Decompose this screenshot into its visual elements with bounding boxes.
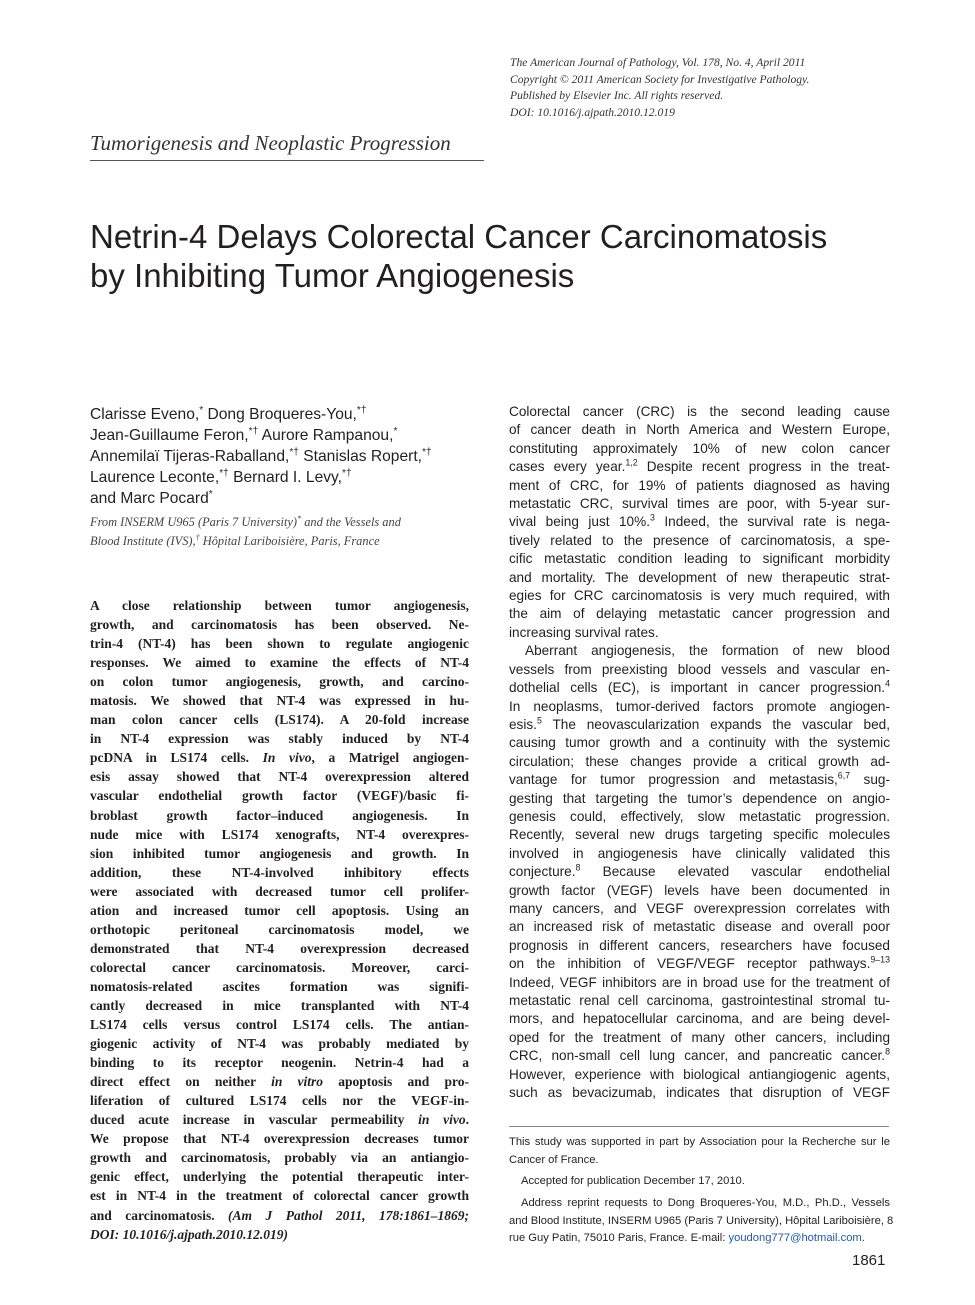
abstract-line — [90, 996, 469, 1015]
body-line — [509, 532, 890, 550]
abstract-line — [90, 1072, 469, 1091]
reprint-address-line: Address reprint requests to Dong Broqueres-You, M.D., Ph.D., Vessels — [521, 1197, 890, 1210]
text-run: mors, and hepatocellular carcinoma, and are being devel- — [509, 1011, 890, 1027]
text-run: Despite recent progress in the treat- — [637, 459, 890, 475]
affiliation-marker: 3 — [649, 512, 655, 523]
body-line — [509, 661, 890, 679]
italic-run: In vivo — [262, 750, 312, 766]
affiliation-marker: * — [297, 513, 302, 523]
copyright-line: Copyright © 2011 American Society for Investigative Pathology. — [510, 72, 810, 86]
text-run: vantage for tumor progression and metastasis, — [509, 772, 838, 788]
body-line — [509, 771, 890, 789]
abstract-line — [90, 634, 469, 653]
text-run: nude mice with LS174 xenografts, NT-4 overexpres- — [90, 826, 469, 842]
author-line — [90, 446, 480, 467]
text-run: metastatic CRC, survival times are poor, with 5-year sur- — [509, 496, 890, 512]
body-line — [509, 882, 890, 900]
affiliation-line — [90, 513, 470, 532]
text-run: duced acute increase in vascular permeability — [90, 1112, 419, 1128]
reprint-address-line — [509, 1230, 890, 1248]
text-run: cantly decreased in mice transplanted with NT-4 — [90, 997, 469, 1013]
body-line — [509, 642, 890, 660]
abstract-line — [90, 1110, 469, 1129]
italic-run: (Am J Pathol 2011, 178:1861–1869; — [228, 1207, 469, 1223]
text-run: ation and increased tumor cell apoptosis. Using an — [90, 902, 469, 918]
text-run: Recently, several new drugs targeting specific molecules — [509, 827, 890, 843]
body-line — [509, 495, 890, 513]
body-line — [509, 900, 890, 918]
text-run: metastatic renal cell carcinoma, gastrointestinal stromal tu- — [509, 993, 890, 1008]
footnote-divider — [509, 1126, 889, 1127]
text-run: increasing survival rates. — [509, 624, 659, 640]
abstract-line — [90, 691, 469, 710]
text-run: A close relationship between tumor angiogenesis, — [90, 598, 469, 613]
text-run: est in NT-4 in the treatment of colorectal cancer growth — [90, 1188, 469, 1204]
abstract-line — [90, 1053, 469, 1072]
author-list — [90, 404, 480, 509]
text-run: vascular endothelial growth factor (VEGF)/basic fi- — [90, 788, 469, 804]
text-run: Aberrant angiogenesis, the formation of new blood — [525, 643, 890, 659]
title-line: Netrin-4 Delays Colorectal Cancer Carcinomatosis — [90, 218, 828, 255]
text-run: of cancer death in North America and Western Europe, — [509, 422, 890, 438]
text-run: . — [465, 1112, 469, 1128]
text-run: man colon cancer cells (LS174). A 20-fold increase — [90, 712, 469, 728]
affiliation-marker: 1,2 — [625, 457, 638, 468]
abstract-line — [90, 1129, 469, 1148]
text-run: , a Matrigel angiogen- — [311, 750, 469, 766]
text-run: the aim of delaying metastatic cancer progression and — [509, 606, 890, 622]
text-run: sug- — [850, 772, 890, 788]
text-run: In neoplasms, tumor-derived factors promote angiogen- — [509, 698, 890, 714]
article-title — [90, 217, 890, 295]
body-line — [509, 1047, 890, 1065]
text-run: Indeed, VEGF inhibitors are in broad use for the treatment of — [509, 974, 890, 990]
text-run: liferation of cultured LS174 cells nor the VEGF-in- — [90, 1093, 469, 1109]
author-line — [90, 488, 480, 509]
text-run: vessels from preexisting blood vessels and vascular en- — [509, 661, 890, 677]
body-line — [509, 1066, 890, 1084]
text-run: egies for CRC carcinomatosis is very much required, with — [509, 588, 890, 604]
abstract-line — [90, 1167, 469, 1186]
text-run: Hôpital Lariboisière, Paris, France — [199, 534, 380, 548]
text-run: and Marc Pocard — [90, 490, 209, 507]
text-run: From INSERM U965 (Paris 7 University) — [90, 515, 298, 529]
affiliation-marker: * — [199, 404, 204, 416]
text-run: Laurence Leconte, — [90, 469, 220, 486]
text-run: apoptosis and pro- — [323, 1074, 470, 1090]
affiliation-marker: 4 — [885, 678, 890, 689]
affiliation-marker: *† — [219, 467, 229, 479]
text-run: direct effect on neither — [90, 1074, 272, 1090]
text-run: broblast growth factor–induced angiogenesis. In — [90, 807, 469, 823]
body-line — [509, 826, 890, 844]
page-number: 1861 — [852, 1252, 886, 1269]
author-line — [90, 467, 480, 488]
text-run: causing tumor growth and a continuity with the systemic — [509, 735, 890, 751]
abstract-line — [90, 729, 469, 748]
funding-footnote-line: Cancer of France. — [509, 1153, 599, 1166]
body-line — [509, 992, 890, 1010]
journal-citation-line: The American Journal of Pathology, Vol. 178, No. 4, April 2011 — [510, 56, 806, 69]
affiliation-marker: 8 — [575, 862, 581, 873]
body-line — [509, 513, 890, 531]
text-run: nomatosis-related ascites formation was signifi- — [90, 978, 469, 994]
affiliation-marker: *† — [422, 446, 432, 458]
affiliation-marker: 9–13 — [870, 954, 890, 965]
text-run: on the inhibition of VEGF/VEGF receptor pathways. — [509, 956, 871, 972]
body-line — [509, 624, 890, 642]
body-line — [509, 550, 890, 568]
section-heading: Tumorigenesis and Neoplastic Progression — [90, 131, 451, 155]
section-heading-underline — [90, 160, 484, 161]
body-line — [509, 679, 890, 697]
abstract-line — [90, 958, 469, 977]
text-run: trin-4 (NT-4) has been shown to regulate angiogenic — [90, 636, 469, 652]
text-run: circulation; these changes provide a critical growth ad- — [509, 753, 890, 769]
body-line — [509, 477, 890, 495]
body-line — [509, 458, 890, 476]
author-line — [90, 425, 480, 446]
text-run: involved in angiogenesis have clinically validated this — [509, 845, 890, 861]
text-run: growth, and carcinomatosis has been observed. Ne- — [90, 617, 469, 633]
text-run: Because elevated vascular endothelial — [580, 864, 890, 880]
abstract-line — [90, 767, 469, 786]
abstract-line — [90, 748, 469, 767]
text-run: Blood Institute (IVS), — [90, 534, 196, 548]
body-line — [509, 845, 890, 863]
text-run: growth and carcinomatosis, probably via an antiangio- — [90, 1150, 469, 1166]
text-run: LS174 cells versus control LS174 cells. The antian- — [90, 1017, 469, 1033]
doi-line: DOI: 10.1016/j.ajpath.2010.12.019 — [510, 105, 675, 119]
journal-citation-block — [510, 55, 890, 121]
abstract-line — [90, 1034, 469, 1053]
abstract-line — [90, 863, 469, 882]
affiliation-line — [90, 532, 470, 551]
text-run: were associated with decreased tumor cell prolifer- — [90, 883, 469, 899]
text-run: Jean-Guillaume Feron, — [90, 427, 249, 444]
abstract-line — [90, 882, 469, 901]
corresponding-email-link[interactable]: youdong777@hotmail.com — [728, 1232, 862, 1245]
affiliation-marker: * — [208, 488, 213, 500]
accepted-date: Accepted for publication December 17, 2010. — [521, 1175, 745, 1188]
abstract-line — [90, 806, 469, 825]
text-run: CRC, non-small cell lung cancer, and pancreatic cancer. — [509, 1048, 886, 1064]
abstract-line — [90, 1148, 469, 1167]
affiliation-marker: 8 — [885, 1046, 890, 1057]
text-run: prognosis in different cancers, researchers have focused — [509, 937, 890, 953]
text-run: Colorectal cancer (CRC) is the second leading cause — [509, 404, 890, 419]
body-line — [509, 605, 890, 623]
body-line — [509, 698, 890, 716]
body-line — [509, 937, 890, 955]
italic-run: in vitro — [271, 1074, 324, 1090]
text-run: binding to its receptor neogenin. Netrin-4 had a — [90, 1055, 469, 1071]
affiliation-marker: † — [195, 532, 200, 542]
title-line: by Inhibiting Tumor Angiogenesis — [90, 257, 575, 294]
abstract-line — [90, 1015, 469, 1034]
text-run: Stanislas Ropert, — [298, 448, 423, 465]
affiliation-marker: 5 — [536, 715, 542, 726]
body-line — [509, 863, 890, 881]
body-line — [509, 753, 890, 771]
abstract-line — [90, 1225, 469, 1244]
text-run: genesis could, effectively, slow metastatic progression. — [509, 808, 890, 824]
text-run: colorectal cancer carcinomatosis. Moreover, carci- — [90, 959, 469, 975]
text-run: addition, these NT-4-involved inhibitory effects — [90, 864, 469, 880]
text-run: an increased risk of metastatic disease and overall poor — [509, 919, 890, 935]
text-run: conjecture. — [509, 864, 576, 880]
affiliation-marker: *† — [356, 404, 367, 416]
text-run: on colon tumor angiogenesis, growth, and carcino- — [90, 674, 469, 690]
text-run: Annemilaï Tijeras-Raballand, — [90, 448, 290, 465]
text-run: Indeed, the survival rate is nega- — [654, 514, 890, 530]
author-line — [90, 404, 480, 425]
footnotes — [509, 1134, 894, 1248]
abstract-line — [90, 615, 469, 634]
text-run: Dong Broqueres-You, — [203, 406, 357, 423]
text-run: ment of CRC, for 19% of patients diagnosed as having — [509, 477, 890, 493]
text-run: pcDNA in LS174 cells. — [90, 750, 263, 766]
text-run: giogenic activity of NT-4 was probably mediated by — [90, 1036, 469, 1052]
body-line — [509, 790, 890, 808]
abstract — [90, 596, 469, 1244]
text-run: Aurore Rampanou, — [258, 427, 394, 444]
text-run: matosis. We showed that NT-4 was expressed in hu- — [90, 693, 469, 709]
affiliation-marker: *† — [342, 467, 352, 479]
text-run: Bernard I. Levy, — [228, 469, 343, 486]
text-run: responses. We aimed to examine the effects of NT-4 — [90, 655, 469, 671]
funding-footnote-line: This study was supported in part by Association pour la Recherche sur le — [509, 1136, 890, 1148]
introduction-text — [509, 403, 890, 1102]
body-line — [509, 974, 890, 992]
text-run: We propose that NT-4 overexpression decreases tumor — [90, 1131, 469, 1147]
text-run: esis assay showed that NT-4 overexpression altered — [90, 769, 469, 785]
italic-run: in vivo — [418, 1112, 466, 1128]
body-line — [509, 734, 890, 752]
abstract-line — [90, 653, 469, 672]
body-line — [509, 918, 890, 936]
text-run: cific metastatic condition leading to significant morbidity — [509, 551, 890, 567]
abstract-line — [90, 786, 469, 805]
text-run: many cancers, and VEGF overexpression correlates with — [509, 900, 890, 916]
text-run: sion inhibited tumor angiogenesis and growth. In — [90, 845, 469, 861]
affiliation-marker: *† — [289, 446, 299, 458]
text-run: and mortality. The development of new therapeutic strat- — [509, 569, 890, 585]
body-line — [509, 955, 890, 973]
text-run: Clarisse Eveno, — [90, 406, 200, 423]
italic-run: DOI: 10.1016/j.ajpath.2010.12.019) — [90, 1226, 289, 1242]
abstract-line — [90, 596, 469, 615]
body-line — [509, 716, 890, 734]
body-line — [509, 569, 890, 587]
abstract-line — [90, 825, 469, 844]
affiliation-marker: * — [393, 425, 398, 437]
text-run: dothelial cells (EC), is important in cancer progression. — [509, 680, 886, 696]
text-run: and carcinomatosis. — [90, 1207, 229, 1223]
affiliation — [90, 513, 470, 551]
abstract-line — [90, 1091, 469, 1110]
publisher-line: Published by Elsevier Inc. All rights reserved. — [510, 89, 724, 103]
text-run: orthotopic peritoneal carcinomatosis model, we — [90, 921, 469, 937]
affiliation-marker: 6,7 — [837, 770, 851, 781]
text-run: cases every year. — [509, 459, 626, 475]
body-line — [509, 1084, 890, 1102]
text-run: genic effect, underlying the potential therapeutic inter- — [90, 1169, 469, 1185]
text-run: in NT-4 expression was stably induced by NT-4 — [90, 731, 469, 747]
body-line — [509, 1029, 890, 1047]
text-run: gesting that targeting the tumor’s dependence on angio- — [509, 790, 890, 806]
text-run: such as bevacizumab, indicates that disruption of VEGF — [509, 1085, 890, 1101]
abstract-line — [90, 710, 469, 729]
abstract-line — [90, 977, 469, 996]
text-run: vival being just 10%. — [509, 514, 650, 530]
body-line — [509, 587, 890, 605]
abstract-line — [90, 939, 469, 958]
text-run: However, experience with biological antiangiogenic agents, — [509, 1066, 890, 1082]
text-run: esis. — [509, 716, 537, 732]
body-line — [509, 421, 890, 439]
abstract-line — [90, 844, 469, 863]
reprint-address-text: rue Guy Patin, 75010 Paris, France. E-mail: — [509, 1232, 729, 1245]
affiliation-marker: *† — [248, 425, 259, 437]
body-line — [509, 1010, 890, 1028]
abstract-line — [90, 920, 469, 939]
reprint-address-end: . — [861, 1232, 865, 1245]
reprint-address-line: and Blood Institute, INSERM U965 (Paris 7 University), Hôpital Lariboisière, 8 — [509, 1214, 894, 1227]
text-run: tively related to the presence of carcinomatosis, a spe- — [509, 532, 890, 548]
text-run: and the Vessels and — [301, 515, 401, 529]
body-line — [509, 808, 890, 826]
text-run: oped for the treatment of many other cancers, including — [509, 1029, 890, 1045]
text-run: constituting approximately 10% of new colon cancer — [509, 440, 890, 456]
abstract-line — [90, 1186, 469, 1205]
body-line — [509, 403, 890, 421]
abstract-line — [90, 901, 469, 920]
text-run: growth factor (VEGF) levels have been documented in — [509, 882, 890, 898]
text-run: demonstrated that NT-4 overexpression decreased — [90, 940, 469, 956]
abstract-line — [90, 1206, 469, 1225]
body-line — [509, 440, 890, 458]
abstract-line — [90, 672, 469, 691]
text-run: The neovascularization expands the vascular bed, — [541, 716, 890, 732]
